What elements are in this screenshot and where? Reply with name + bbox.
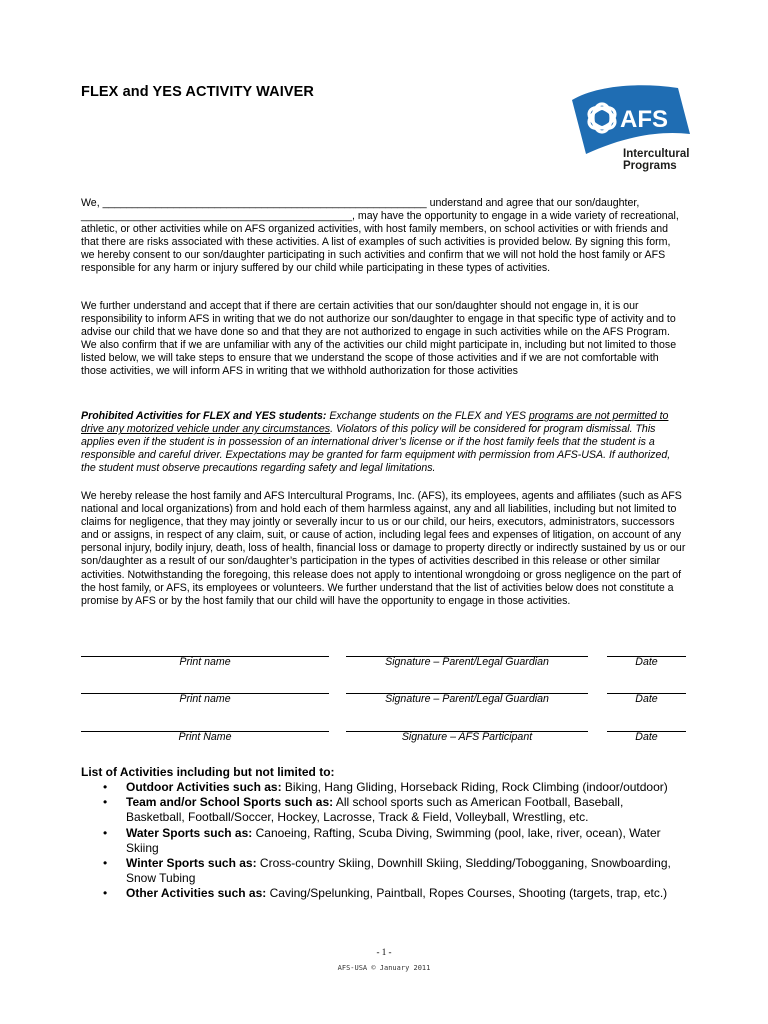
list-item [103,856,683,886]
bullet-icon: • [103,825,108,840]
prohibited-heading: Prohibited Activities for FLEX and YES students: [81,410,327,422]
prohibited-text-a: Exchange students on the FLEX and YES [326,410,529,422]
consent-paragraph: We, _______________________________________________________ understand and agree that our son/daughter, ______________________________________________, may have the opportunity to engage in a wide variety of recreational, athletic, or other activities while on AFS organized activities, with host family members, on school activities or with friends and that there are risks associated with these activities. A list of examples of such activities is provided below. By signing this form, we hereby consent to our son/daughter participating in such activities and confirm that we will not hold the host family or AFS responsible for any harm or injury suffered by our child while participating in these types of activities. [81,197,679,275]
logo-tagline [623,148,689,172]
responsibility-paragraph: We further understand and accept that if there are certain activities that our son/daughter should not engage in, it is our responsibility to inform AFS in writing that we do not authorize our son/daughter to engage in that specific type of activity and to advise our child that we have done so and that they are not authorized to engage in such activities while on the AFS Program. We also confirm that if we are unfamiliar with any of the activities our child might participate in, including but not limited to those listed below, we will take steps to ensure that we understand the scope of those activities and if we are not comfortable with those activities, we will inform AFS in writing that we withhold authorization for those activities [81,300,677,378]
print-name-label: Print name [179,656,231,668]
activity-label: Team and/or School Sports such as: [126,795,334,810]
activity-label: Winter Sports such as: [126,856,257,871]
date-label: Date [635,656,658,668]
bullet-icon: • [103,886,108,901]
logo-line1: Intercultural [623,148,690,160]
activities-heading: List of Activities including but not limited to: [81,765,335,779]
date-label: Date [635,731,658,743]
list-item [103,826,683,856]
activity-label: Other Activities such as: [126,886,267,901]
activity-text: Canoeing, Rafting, Scuba Diving, Swimming (pool, lake, river, ocean), Water Skiing [126,825,661,855]
bullet-icon: • [103,780,108,794]
release-paragraph: We hereby release the host family and AFS Intercultural Programs, Inc. (AFS), its employees, agents and affiliates (such as AFS national and local organizations) from and hold each of them harmless against, any and all liabilities, including but not limited to claims for negligence, that they may jointly or severally incur to us or our child, our heirs, executors, administrators, successors and or assigns, in respect of any claim, suit, or cause of action, including legal fees and expenses of litigation, on account of any personal injury, bodily injury, death, loss of health, financial loss or damage to property directly or indirectly sustained by us or our son/daughter as a result of our son/daughter’s participation in the types of activities described in this release or other similar activities. Notwithstanding the foregoing, this release does not apply to intentional wrongdoing or gross negligence on the part of the host family, or AFS, its employees or volunteers. We further understand that the list of activities below does not constitute a promise by AFS or by the host family that our child will have the opportunity to engage in those activities. [81,490,686,607]
logo-brand: AFS [620,106,668,133]
list-item [103,795,683,825]
print-name-label: Print Name [178,731,232,743]
list-item [103,780,683,795]
print-name-label: Print name [179,693,231,705]
prohibited-text-b: . Violators of this policy will be considered for program dismissal. This applies even if the student is in possession of an international driver’s license or if the host family feels that the student is a responsible and careful driver. Expectations may be granted for farm equipment with permission from AFS-USA. If authorized, the student must observe precautions regarding safety and legal limitations. [81,423,671,475]
bullet-icon: • [103,795,108,810]
logo-line2: Programs [623,160,677,172]
footer-copyright: AFS-USA © January 2011 [337,964,431,972]
activity-text: All school sports such as American Football, Baseball, Basketball, Football/Soccer, Hockey, Lacrosse, Track & Field, Volleyball, Wrestling, etc. [126,795,624,825]
page-number: - 1 - [376,947,392,957]
activity-text: Biking, Hang Gliding, Horseback Riding, Rock Climbing (indoor/outdoor) [281,780,668,794]
bullet-icon: • [103,856,108,871]
signature-label: Signature – Parent/Legal Guardian [385,693,549,705]
activities-list [103,780,683,902]
document-title: FLEX and YES ACTIVITY WAIVER [81,84,314,100]
list-item [103,886,683,901]
activity-label: Water Sports such as: [126,825,253,840]
date-label: Date [635,693,658,705]
signature-label: Signature – AFS Participant [401,731,533,743]
signature-label: Signature – Parent/Legal Guardian [385,656,549,668]
prohibited-underlined: programs are not permitted to drive any motorized vehicle under any circumstances [81,410,669,436]
activity-label: Outdoor Activities such as: [126,780,282,794]
prohibited-activities-paragraph [81,410,686,475]
activity-text: Cross-country Skiing, Downhill Skiing, Sledding/Tobogganing, Snowboarding, Snow Tubing [126,856,671,886]
activity-text: Caving/Spelunking, Paintball, Ropes Courses, Shooting (targets, trap, etc.) [266,886,668,901]
